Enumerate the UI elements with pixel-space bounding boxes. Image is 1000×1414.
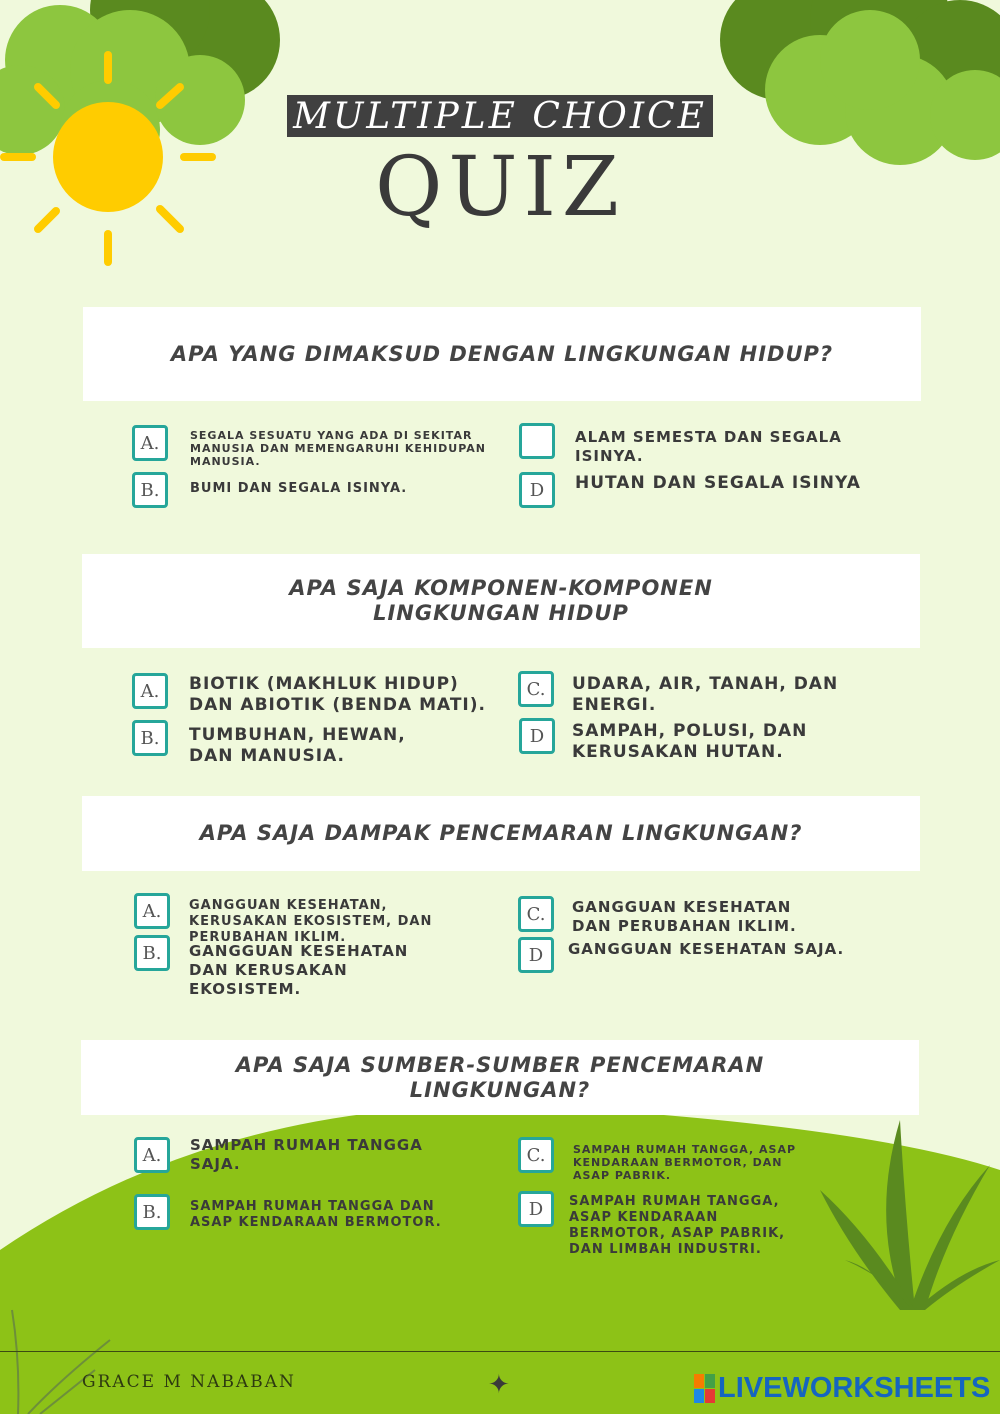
tree-icon-top-right [720,0,1000,165]
answer-box-3d[interactable]: D [518,937,554,973]
option-text-4a: SAMPAH RUMAH TANGGA SAJA. [190,1136,423,1173]
option-text-1c: ALAM SEMESTA DAN SEGALA ISINYA. [575,428,842,465]
answer-box-1a[interactable]: A. [132,425,168,461]
option-text-2d: SAMPAH, POLUSI, DAN KERUSAKAN HUTAN. [572,721,808,762]
liveworksheets-logo[interactable] [694,1372,990,1405]
option-text-3a: GANGGUAN KESEHATAN, KERUSAKAN EKOSISTEM, DAN PERUBAHAN IKLIM. [189,898,433,945]
answer-box-3a[interactable]: A. [134,893,170,929]
liveworksheets-logo-icon [694,1374,715,1403]
answer-box-2a[interactable]: A. [132,673,168,709]
option-text-4c: SAMPAH RUMAH TANGGA, ASAP KENDARAAN BERMOTOR, DAN ASAP PABRIK. [573,1143,797,1182]
brand-name: LIVEWORKSHEETS [718,1372,991,1404]
author-name: GRACE M NABABAN [82,1372,296,1392]
option-text-1a: SEGALA SESUATU YANG ADA DI SEKITAR MANUSIA DAN MEMENGARUHI KEHIDUPAN MANUSIA. [190,429,487,468]
question-box-3 [82,796,920,871]
option-text-4d: SAMPAH RUMAH TANGGA, ASAP KENDARAAN BERMOTOR, ASAP PABRIK, DAN LIMBAH INDUSTRI. [569,1194,786,1257]
answer-box-2c[interactable]: C. [518,671,554,707]
option-text-3c: GANGGUAN KESEHATAN DAN PERUBAHAN IKLIM. [572,898,797,935]
question-text-2: APA SAJA KOMPONEN-KOMPONEN LINGKUNGAN HIDUP [289,576,713,625]
option-text-4b: SAMPAH RUMAH TANGGA DAN ASAP KENDARAAN BERMOTOR. [190,1199,442,1230]
answer-box-3b[interactable]: B. [134,935,170,971]
option-text-2b: TUMBUHAN, HEWAN, DAN MANUSIA. [189,725,406,766]
answer-box-3c[interactable]: C. [518,896,554,932]
star-icon: ✦ [488,1370,510,1400]
question-box-2 [82,554,920,648]
footer-divider [0,1351,1000,1352]
answer-box-4c[interactable]: C. [518,1137,554,1173]
answer-box-4a[interactable]: A. [134,1137,170,1173]
answer-box-2d[interactable]: D [519,718,555,754]
option-text-1d: HUTAN DAN SEGALA ISINYA [575,473,861,493]
question-text-3: APA SAJA DAMPAK PENCEMARAN LINGKUNGAN? [199,821,803,845]
question-text-1: APA YANG DIMAKSUD DENGAN LINGKUNGAN HIDUP? [170,341,834,366]
page-title: QUIZ [375,140,625,235]
option-text-2c: UDARA, AIR, TANAH, DAN ENERGI. [572,674,839,715]
option-text-2a: BIOTIK (MAKHLUK HIDUP) DAN ABIOTIK (BENDA MATI). [189,674,486,715]
option-text-3d: GANGGUAN KESEHATAN SAJA. [568,940,845,958]
option-text-3b: GANGGUAN KESEHATAN DAN KERUSAKAN EKOSISTEM. [189,942,409,998]
question-text-4: APA SAJA SUMBER-SUMBER PENCEMARAN LINGKUNGAN? [235,1052,765,1102]
option-text-1b: BUMI DAN SEGALA ISINYA. [190,481,408,496]
question-box-4 [81,1040,919,1115]
answer-box-1c[interactable] [519,423,555,459]
answer-box-4d[interactable]: D [518,1191,554,1227]
header-banner: MULTIPLE CHOICE [287,95,713,137]
answer-box-2b[interactable]: B. [132,720,168,756]
question-box-1 [83,307,921,401]
answer-box-4b[interactable]: B. [134,1194,170,1230]
answer-box-1d[interactable]: D [519,472,555,508]
answer-box-1b[interactable]: B. [132,472,168,508]
